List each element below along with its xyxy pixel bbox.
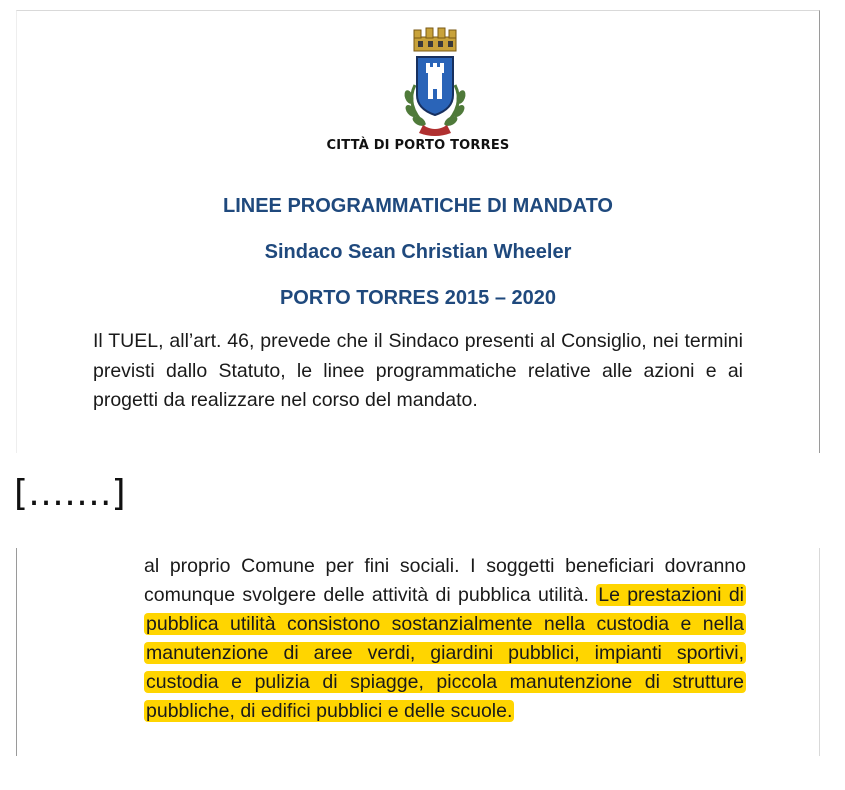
document-page-top xyxy=(16,10,820,453)
mandate-period: PORTO TORRES 2015 – 2020 xyxy=(279,287,557,309)
omission-marker: […….] xyxy=(14,473,126,514)
excerpt-plain-text: al proprio Comune per fini sociali. I soggetti beneficiari dovranno comunque svolgere delle attività di pubblica utilità. xyxy=(144,555,746,606)
mayor-subtitle: Sindaco Sean Christian Wheeler xyxy=(264,241,572,263)
city-name: CITTÀ DI PORTO TORRES xyxy=(326,138,510,153)
highlighted-text: Le prestazioni di pubblica utilità consistono sostanzialmente nella custodia e nella manutenzione di aree verdi, giardini pubblici, impianti sportivi, custodia e pulizia di spiagge, piccola manutenzione di strutture pubbliche, di edifici pubblici e delle scuole. xyxy=(146,584,744,722)
document-title: LINEE PROGRAMMATICHE DI MANDATO xyxy=(223,195,613,217)
intro-paragraph: Il TUEL, all’art. 46, prevede che il Sindaco presenti al Consiglio, nei termini previsti dallo Statuto, le linee programmatiche relative alle azioni e ai progetti da realizzare nel corso del mandato. xyxy=(93,330,743,411)
excerpt-paragraph xyxy=(144,552,746,726)
document-page-excerpt xyxy=(16,548,820,756)
coat-of-arms-icon xyxy=(395,25,475,143)
